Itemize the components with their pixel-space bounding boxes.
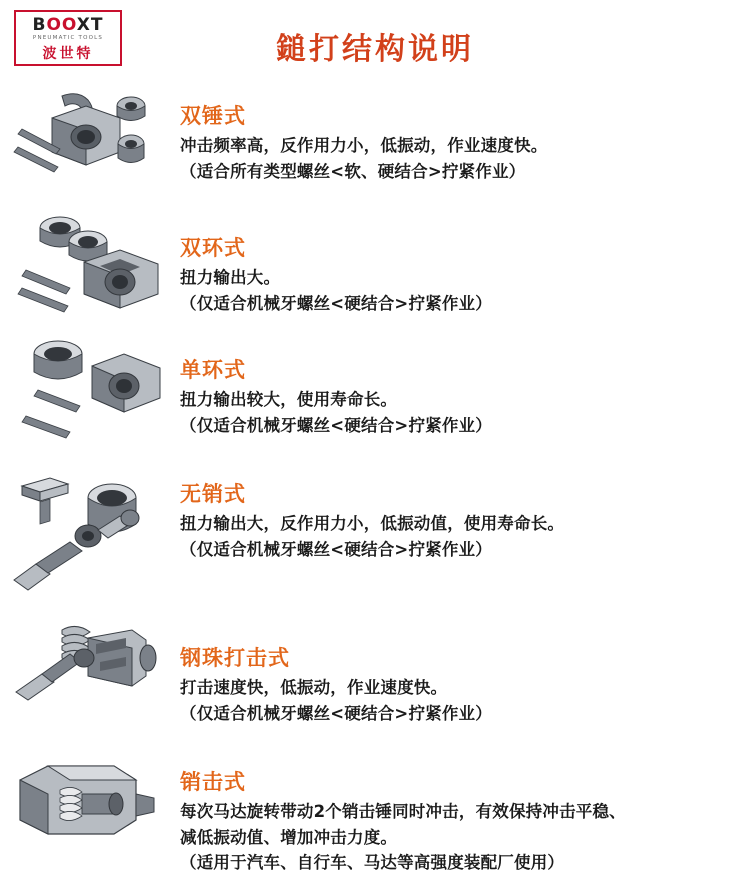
section-single-ring: [0, 336, 750, 452]
section-line-2-1: （仅适合机械牙螺丝<硬结合>拧紧作业）: [180, 415, 492, 435]
section-line-1-0: 扭力输出大。: [180, 268, 281, 288]
section-title-4: 钢珠打击式: [180, 646, 290, 670]
section-line-3-0: 扭力输出大，反作用力小，低振动值，使用寿命长。: [180, 514, 565, 534]
section-text-1: [180, 212, 750, 316]
brand-logo-chinese: 波世特: [42, 45, 94, 62]
section-line-5-0: 每次马达旋转带动2个销击锤同时冲击，有效保持冲击平稳、: [180, 802, 626, 822]
ball-impact-mechanism-icon: [0, 610, 180, 730]
section-text-4: [180, 610, 750, 726]
section-title-1: 双环式: [180, 236, 246, 260]
section-line-0-1: （适合所有类型螺丝<软、硬结合>拧紧作业）: [180, 161, 526, 181]
page-header: [0, 0, 750, 78]
section-title-0: 双锤式: [180, 104, 246, 128]
section-line-4-1: （仅适合机械牙螺丝<硬结合>拧紧作业）: [180, 703, 492, 723]
section-title-2: 单环式: [180, 358, 246, 382]
page-title: 鎚打结构说明: [276, 32, 474, 67]
section-ball-impact: [0, 610, 750, 730]
section-line-3-1: （仅适合机械牙螺丝<硬结合>拧紧作业）: [180, 539, 492, 559]
section-line-5-1: 减低振动值、增加冲击力度。: [180, 827, 398, 847]
section-title-3: 无销式: [180, 482, 246, 506]
brand-logo-latin: BOOXT: [32, 15, 104, 36]
section-line-1-1: （仅适合机械牙螺丝<硬结合>拧紧作业）: [180, 293, 492, 313]
section-twin-hammer: [0, 82, 750, 194]
twin-hammer-mechanism-icon: [0, 82, 180, 194]
section-title-5: 销击式: [180, 770, 246, 794]
section-pinless: [0, 468, 750, 598]
single-ring-mechanism-icon: [0, 336, 180, 452]
section-text-3: [180, 468, 750, 562]
pinless-mechanism-icon: [0, 468, 180, 598]
section-line-0-0: 冲击频率高，反作用力小，低振动，作业速度快。: [180, 136, 548, 156]
section-text-5: [180, 750, 750, 876]
section-pin-clutch: [0, 750, 750, 873]
section-line-5-2: （适用于汽车、自行车、马达等高强度装配厂使用）: [180, 853, 565, 873]
brand-logo-subtitle: PNEUMATIC TOOLS: [32, 35, 104, 42]
section-line-2-0: 扭力输出较大，使用寿命长。: [180, 390, 398, 410]
section-text-2: [180, 336, 750, 438]
twin-ring-mechanism-icon: [0, 212, 180, 328]
section-twin-ring: [0, 212, 750, 328]
section-text-0: [180, 82, 750, 184]
section-line-4-0: 打击速度快，低振动，作业速度快。: [180, 678, 448, 698]
pin-clutch-mechanism-icon: [0, 750, 180, 860]
